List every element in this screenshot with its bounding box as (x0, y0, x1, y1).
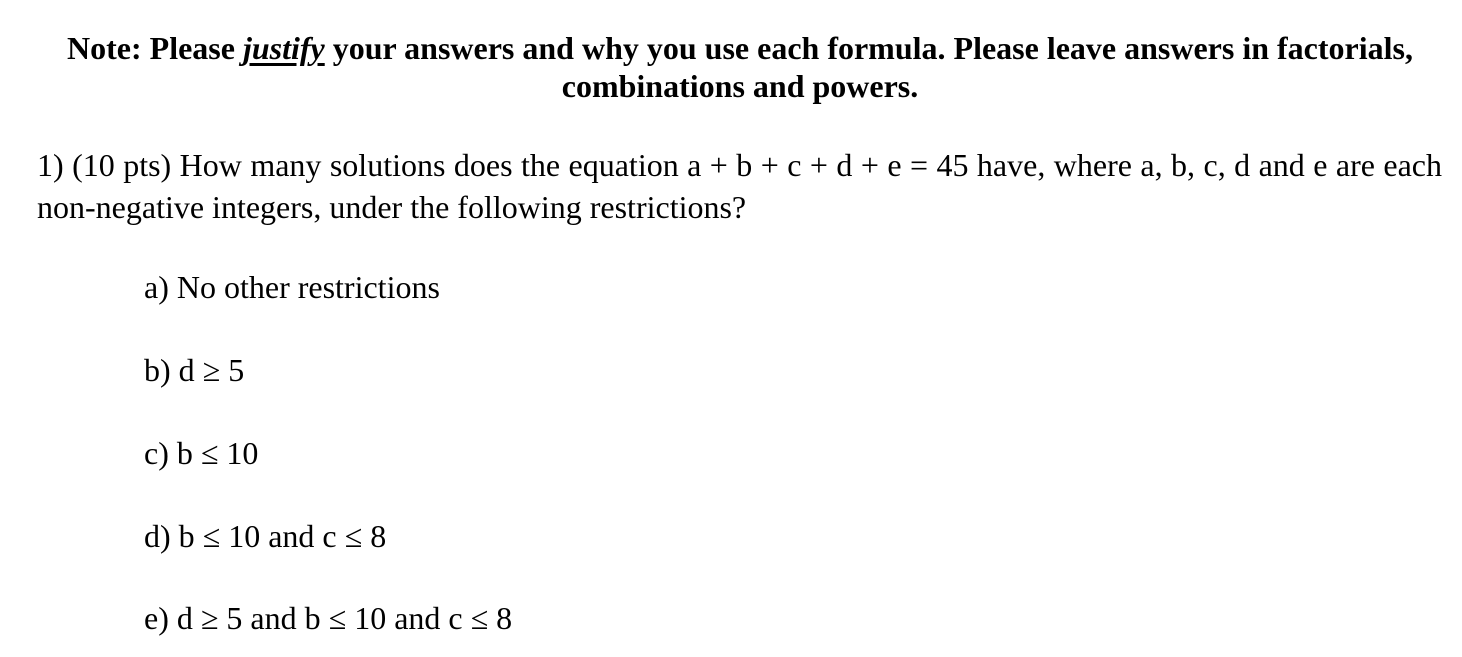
part-a: a) No other restrictions (144, 269, 440, 305)
question-text: 1) (10 pts) How many solutions does the equation a + b + c + d + e = 45 have, where a, b, c, d and e are each non-negative integers, under the following restrictions? (37, 147, 1442, 225)
part-d: d) b ≤ 10 and c ≤ 8 (144, 518, 387, 554)
instructions-note (20, 29, 1460, 105)
note-line-1 (20, 29, 1460, 67)
part-c: c) b ≤ 10 (144, 435, 259, 471)
part-b: b) d ≥ 5 (144, 352, 245, 388)
note-emphasis: justify (242, 30, 325, 66)
note-line-1-suffix: your answers and why you use each formula. Please leave answers in factorials, (324, 30, 1413, 66)
note-line-2: combinations and powers. (561, 68, 919, 104)
note-prefix: Note: Please (67, 30, 243, 66)
part-e: e) d ≥ 5 and b ≤ 10 and c ≤ 8 (144, 600, 513, 636)
